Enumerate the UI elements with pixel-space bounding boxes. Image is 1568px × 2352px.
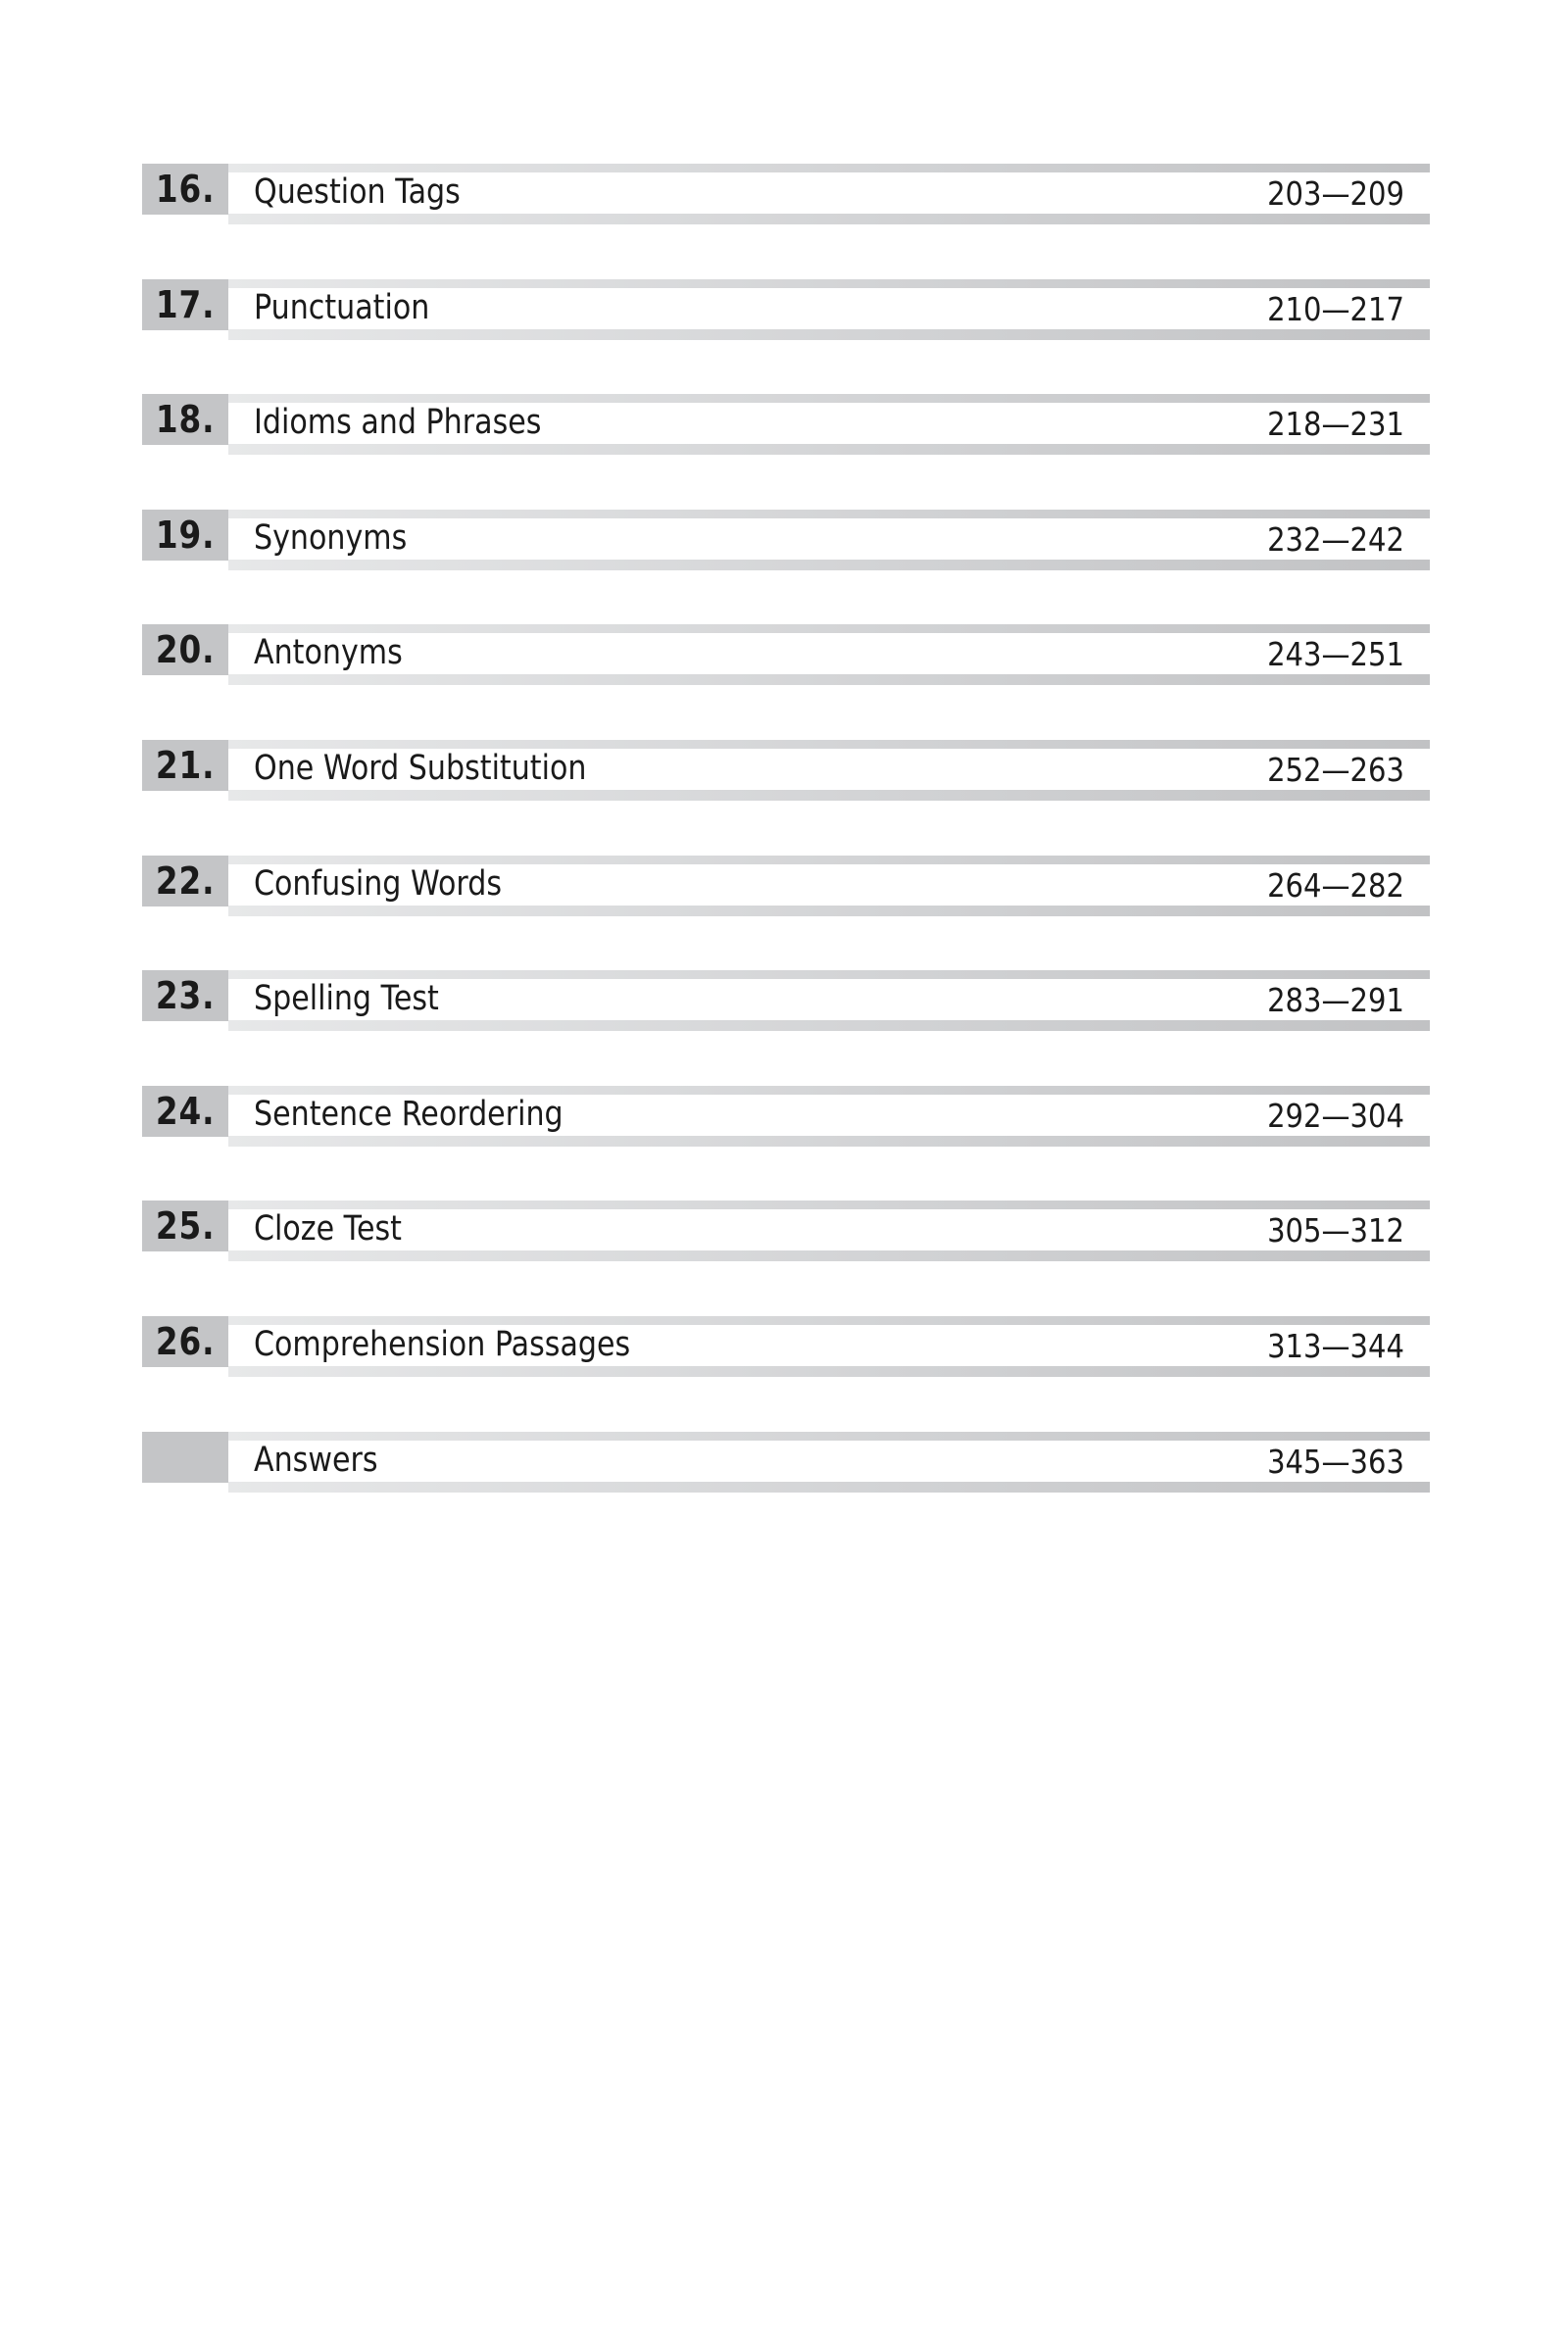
chapter-title: Confusing Words — [254, 863, 503, 904]
chapter-number-box — [142, 1086, 228, 1137]
chapter-number-box — [142, 510, 228, 561]
toc-entry[interactable] — [142, 394, 1430, 455]
chapter-title: Cloze Test — [254, 1209, 402, 1250]
chapter-number: 23. — [155, 974, 216, 1018]
toc-entry[interactable] — [142, 164, 1430, 224]
chapter-number: 18. — [155, 398, 216, 442]
row-top-rule — [228, 510, 1430, 518]
chapter-number-box — [142, 394, 228, 445]
page-range: 264—282 — [1267, 865, 1404, 905]
toc-entry[interactable] — [142, 510, 1430, 570]
chapter-number: 21. — [155, 743, 216, 787]
page-range: 305—312 — [1267, 1211, 1404, 1250]
row-bottom-rule — [228, 790, 1430, 801]
toc-entry[interactable] — [142, 740, 1430, 801]
toc-entry[interactable] — [142, 856, 1430, 916]
chapter-title: Idioms and Phrases — [254, 403, 542, 443]
chapter-number: 16. — [155, 168, 216, 211]
table-of-contents — [142, 164, 1430, 1546]
toc-entry[interactable] — [142, 1086, 1430, 1147]
row-bottom-rule — [228, 674, 1430, 685]
toc-entry[interactable] — [142, 279, 1430, 340]
chapter-number: 24. — [155, 1089, 216, 1133]
page-range: 218—231 — [1267, 405, 1404, 444]
chapter-number-box — [142, 1432, 228, 1483]
chapter-number: 20. — [155, 628, 216, 672]
chapter-number: 26. — [155, 1319, 216, 1363]
row-top-rule — [228, 1432, 1430, 1441]
row-bottom-rule — [228, 560, 1430, 570]
chapter-number-box — [142, 970, 228, 1021]
page-range: 252—263 — [1267, 750, 1404, 789]
row-bottom-rule — [228, 1482, 1430, 1493]
page-range: 210—217 — [1267, 289, 1404, 328]
page-range: 283—291 — [1267, 981, 1404, 1020]
row-top-rule — [228, 624, 1430, 633]
chapter-title: Punctuation — [254, 287, 430, 327]
chapter-title: Antonyms — [254, 633, 403, 673]
chapter-number: 19. — [155, 513, 216, 557]
row-bottom-rule — [228, 1136, 1430, 1147]
page-range: 345—363 — [1267, 1442, 1404, 1481]
toc-entry[interactable] — [142, 1316, 1430, 1377]
row-bottom-rule — [228, 329, 1430, 340]
row-bottom-rule — [228, 1366, 1430, 1377]
page-range: 203—209 — [1267, 174, 1404, 213]
toc-entry[interactable] — [142, 624, 1430, 685]
chapter-title: Sentence Reordering — [254, 1094, 564, 1134]
toc-entry-answers[interactable] — [142, 1432, 1430, 1493]
chapter-number-box — [142, 164, 228, 215]
row-top-rule — [228, 1200, 1430, 1209]
chapter-title: Synonyms — [254, 517, 408, 558]
chapter-number: 22. — [155, 858, 216, 903]
chapter-title: One Word Substitution — [254, 748, 587, 788]
page-range: 313—344 — [1267, 1326, 1404, 1365]
chapter-number-box — [142, 740, 228, 791]
toc-entry[interactable] — [142, 970, 1430, 1031]
chapter-number: 17. — [155, 282, 216, 326]
chapter-title: Spelling Test — [254, 979, 439, 1019]
chapter-number-box — [142, 856, 228, 906]
chapter-title: Question Tags — [254, 172, 461, 212]
row-bottom-rule — [228, 1250, 1430, 1261]
page-range: 292—304 — [1267, 1096, 1404, 1135]
row-bottom-rule — [228, 214, 1430, 224]
chapter-number: 25. — [155, 1204, 216, 1249]
page-range: 243—251 — [1267, 635, 1404, 674]
chapter-number-box — [142, 279, 228, 330]
row-bottom-rule — [228, 444, 1430, 455]
chapter-number-box — [142, 1316, 228, 1367]
row-bottom-rule — [228, 906, 1430, 916]
chapter-title: Answers — [254, 1440, 378, 1480]
chapter-title: Comprehension Passages — [254, 1324, 631, 1364]
row-bottom-rule — [228, 1020, 1430, 1031]
chapter-number-box — [142, 624, 228, 675]
chapter-number-box — [142, 1200, 228, 1251]
page-range: 232—242 — [1267, 519, 1404, 559]
toc-entry[interactable] — [142, 1200, 1430, 1261]
